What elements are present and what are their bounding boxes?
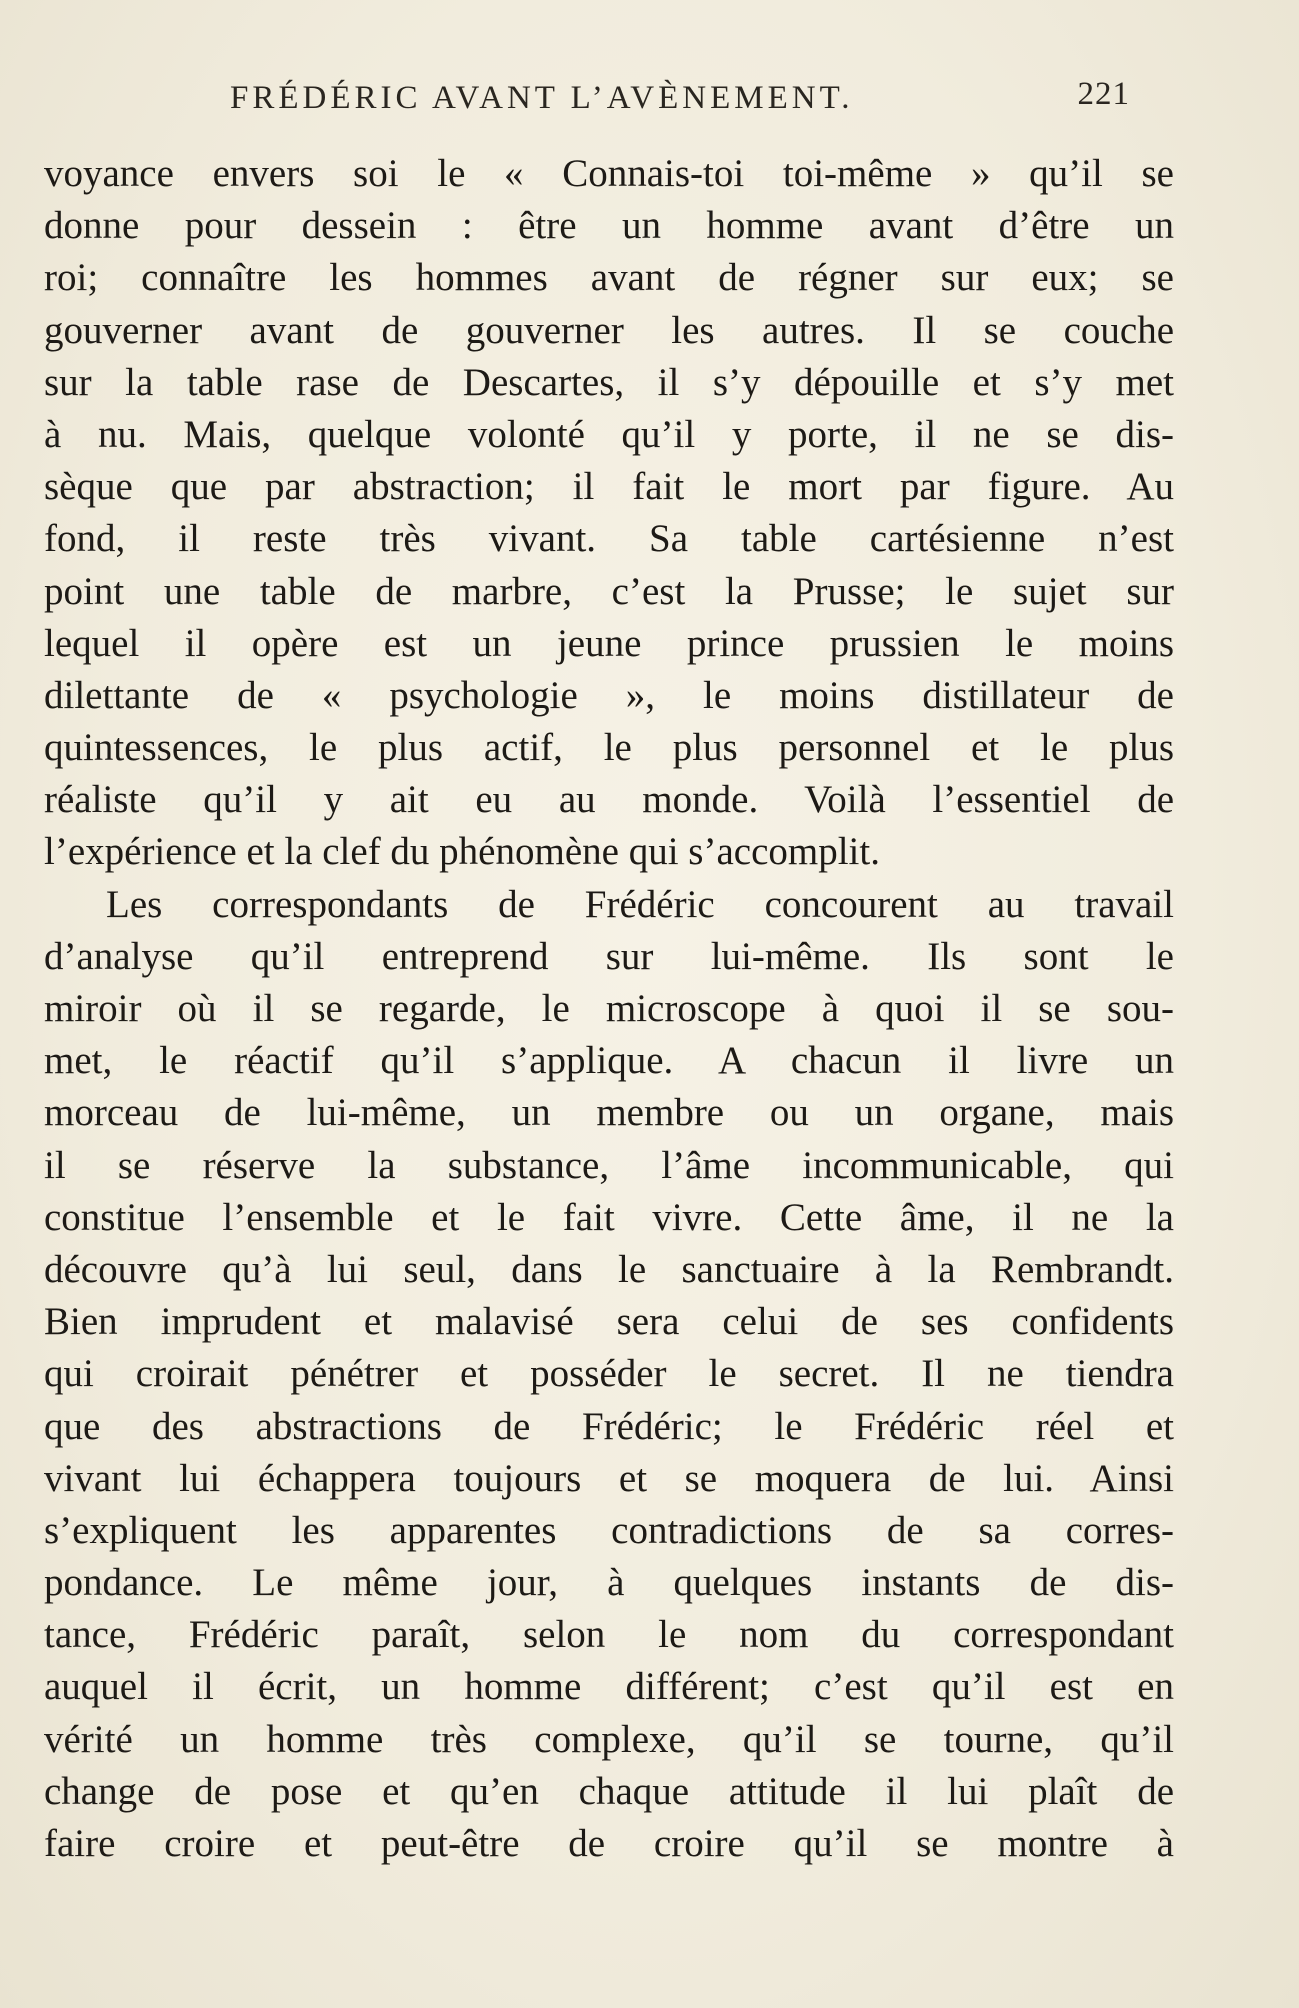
text-line: vivant lui échappera toujours et se moquera de lui. Ainsi bbox=[44, 1456, 1174, 1500]
text-line: quintessences, le plus actif, le plus personnel et le plus bbox=[44, 726, 1174, 770]
text-line: vérité un homme très complexe, qu’il se tourne, qu’il bbox=[44, 1717, 1174, 1761]
text-line: sèque que par abstraction; il fait le mort par figure. Au bbox=[44, 465, 1174, 509]
text-line: dilettante de « psychologie », le moins distillateur de bbox=[44, 673, 1174, 717]
body-text bbox=[44, 148, 1174, 1870]
text-line: réaliste qu’il y ait eu au monde. Voilà l’essentiel de bbox=[44, 778, 1174, 822]
text-line: miroir où il se regarde, le microscope à quoi il se sou- bbox=[44, 987, 1174, 1030]
text-line: pondance. Le même jour, à quelques instants de dis- bbox=[44, 1561, 1174, 1605]
text-line: sur la table rase de Descartes, il s’y dépouille et s’y met bbox=[44, 360, 1174, 404]
text-line: il se réserve la substance, l’âme incommunicable, qui bbox=[44, 1143, 1174, 1187]
text-line: auquel il écrit, un homme différent; c’est qu’il est en bbox=[44, 1665, 1174, 1709]
paragraph-first-line: Les correspondants de Frédéric concourent au travail bbox=[106, 882, 1174, 926]
text-line: voyance envers soi le « Connais-toi toi-même » qu’il se bbox=[44, 152, 1174, 195]
running-head bbox=[230, 76, 1130, 120]
text-line: tance, Frédéric paraît, selon le nom du correspondant bbox=[44, 1613, 1174, 1657]
text-line: qui croirait pénétrer et posséder le secret. Il ne tiendra bbox=[44, 1352, 1174, 1396]
text-line: constitue l’ensemble et le fait vivre. Cette âme, il ne la bbox=[44, 1195, 1174, 1239]
text-line: Bien imprudent et malavisé sera celui de ses confidents bbox=[44, 1300, 1174, 1344]
text-line: met, le réactif qu’il s’applique. A chacun il livre un bbox=[44, 1039, 1174, 1083]
text-line: point une table de marbre, c’est la Prusse; le sujet sur bbox=[44, 569, 1174, 613]
text-line: change de pose et qu’en chaque attitude il lui plaît de bbox=[44, 1769, 1174, 1813]
text-line: donne pour dessein : être un homme avant d’être un bbox=[44, 204, 1174, 248]
running-title: FRÉDÉRIC AVANT L’AVÈNEMENT. bbox=[230, 80, 854, 116]
text-line: roi; connaître les hommes avant de régner sur eux; se bbox=[44, 256, 1174, 300]
text-line: d’analyse qu’il entreprend sur lui-même. Ils sont le bbox=[44, 934, 1174, 978]
text-line: s’expliquent les apparentes contradictions de sa corres- bbox=[44, 1508, 1174, 1552]
text-line: à nu. Mais, quelque volonté qu’il y porte, il ne se dis- bbox=[44, 412, 1174, 456]
text-line: découvre qu’à lui seul, dans le sanctuaire à la Rembrandt. bbox=[44, 1247, 1174, 1291]
text-line: faire croire et peut-être de croire qu’il se montre à bbox=[44, 1822, 1174, 1865]
text-line: que des abstractions de Frédéric; le Frédéric réel et bbox=[44, 1404, 1174, 1448]
text-line: fond, il reste très vivant. Sa table cartésienne n’est bbox=[44, 517, 1174, 561]
text-line: morceau de lui-même, un membre ou un organe, mais bbox=[44, 1091, 1174, 1135]
text-line: lequel il opère est un jeune prince prussien le moins bbox=[44, 621, 1174, 665]
text-line: gouverner avant de gouverner les autres. Il se couche bbox=[44, 308, 1174, 352]
paragraph-last-line: l’expérience et la clef du phénomène qui s’accomplit. bbox=[44, 830, 880, 874]
page-number: 221 bbox=[1077, 76, 1130, 112]
